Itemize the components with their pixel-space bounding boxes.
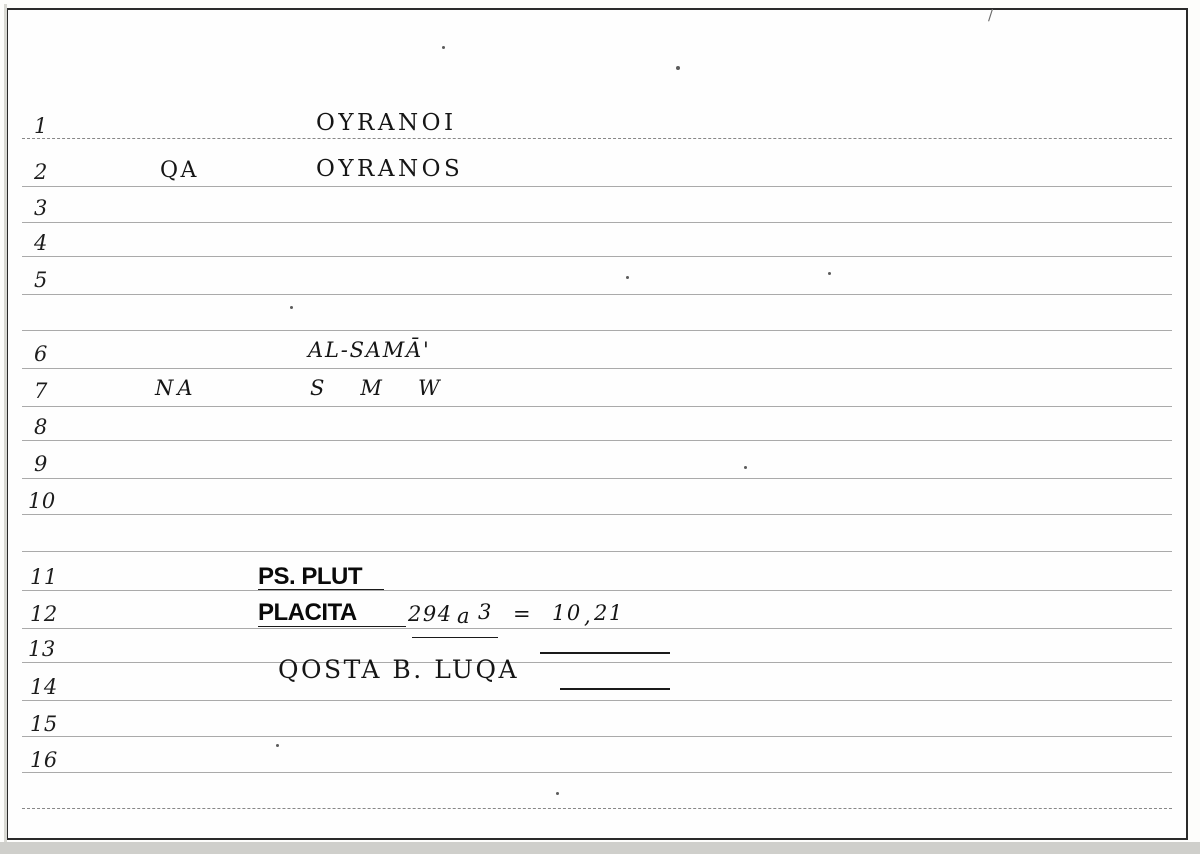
line-number: 3	[34, 196, 48, 220]
underline-title	[258, 626, 406, 627]
entry-text-line-1: OYRANOI	[316, 110, 457, 136]
scan-speck	[442, 46, 445, 49]
line-number: 5	[34, 268, 48, 292]
reference-separator: a	[457, 604, 472, 628]
reference-equals: =	[513, 602, 533, 626]
scan-speck	[276, 744, 279, 747]
rule-line-7	[22, 406, 1172, 407]
underline-upper	[540, 652, 670, 654]
entry-code-line-2: QA	[160, 158, 199, 183]
scan-edge-bottom	[0, 842, 1200, 854]
rule-line-10	[22, 514, 1172, 515]
line-number: 1	[34, 114, 48, 138]
rule-line-9	[22, 478, 1172, 479]
line-number: 6	[34, 342, 48, 366]
line-number: 16	[30, 748, 58, 772]
entry-code-line-7: NA	[155, 376, 197, 400]
scan-speck	[828, 272, 831, 275]
rule-line-13	[22, 662, 1172, 663]
line-number: 12	[30, 602, 58, 626]
scan-speck	[676, 66, 680, 70]
underline-reference	[412, 637, 498, 638]
rule-line-1	[22, 138, 1172, 139]
rule-line-bottom	[22, 808, 1172, 809]
line-number: 7	[34, 379, 48, 403]
entry-text-line-11: PS. PLUT	[258, 563, 363, 590]
line-number: 14	[30, 675, 58, 699]
underline-lower	[560, 688, 670, 690]
reference-comma: ,	[584, 604, 593, 628]
reference-subnumber: 3	[478, 600, 493, 624]
rule-line-14	[22, 700, 1172, 701]
entry-text-line-6: AL-SAMĀ'	[308, 338, 431, 362]
scan-speck	[290, 306, 293, 309]
reference-number: 294	[408, 602, 453, 626]
rule-line-3	[22, 222, 1172, 223]
line-number: 13	[28, 637, 56, 661]
entry-text-line-12: PLACITA	[258, 599, 357, 626]
rule-line-6	[22, 368, 1172, 369]
scan-speck	[626, 276, 629, 279]
rule-line-11	[22, 590, 1172, 591]
reference-page: 10	[552, 601, 582, 625]
rule-line-2	[22, 186, 1172, 187]
line-number: 10	[28, 489, 56, 513]
rule-line-12	[22, 628, 1172, 629]
line-number: 11	[30, 565, 58, 589]
rule-line-4	[22, 256, 1172, 257]
rule-line-divider-b	[22, 551, 1172, 552]
reference-line: 21	[594, 601, 624, 625]
line-number: 15	[30, 712, 58, 736]
rule-line-15	[22, 736, 1172, 737]
line-number: 8	[34, 415, 48, 439]
entry-text-line-7: S M W	[310, 376, 444, 400]
underline-author	[258, 589, 384, 590]
rule-line-16	[22, 772, 1172, 773]
rule-line-8	[22, 440, 1172, 441]
line-number: 9	[34, 452, 48, 476]
scan-speck	[556, 792, 559, 795]
rule-line-divider-a	[22, 330, 1172, 331]
line-number: 2	[34, 160, 48, 184]
entry-text-line-13: QOSTA B. LUQA	[278, 655, 520, 684]
line-number: 4	[34, 231, 48, 255]
entry-text-line-2: OYRANOS	[316, 156, 464, 182]
scan-speck	[744, 466, 747, 469]
scan-mark: /	[988, 6, 994, 24]
card-border	[6, 8, 1188, 840]
rule-line-5	[22, 294, 1172, 295]
